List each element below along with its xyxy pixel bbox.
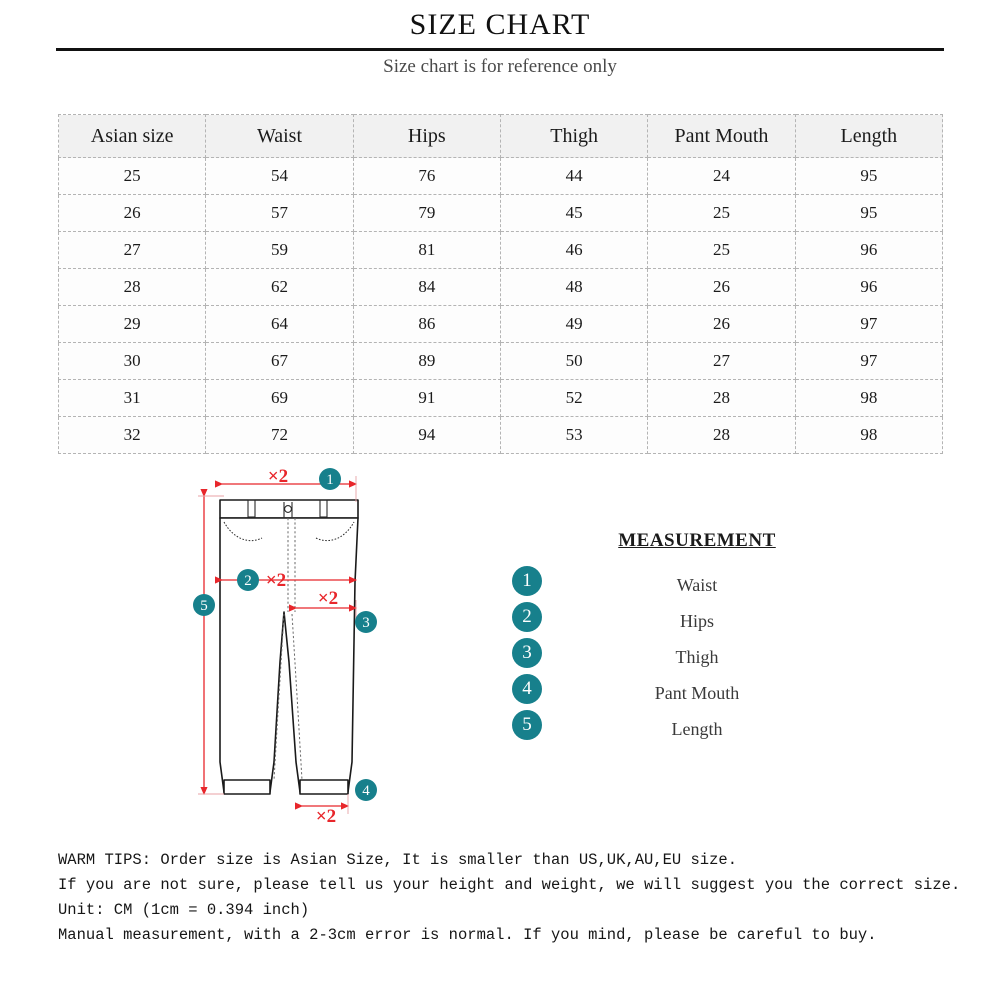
diagram-marker-2 — [237, 569, 259, 591]
table-cell: 25 — [648, 232, 795, 269]
table-row — [59, 417, 943, 454]
diagram-marker-4-number: 4 — [362, 783, 370, 799]
legend-title: MEASUREMENT — [618, 530, 776, 551]
diagram-marker-3-number: 3 — [362, 615, 370, 631]
page-subtitle: Size chart is for reference only — [383, 56, 617, 77]
table-cell: 28 — [648, 380, 795, 417]
column-header-length: Length — [795, 115, 942, 158]
table-cell: 59 — [206, 232, 353, 269]
table-header-row — [59, 115, 943, 158]
diagram-hips-multiplier: ×2 — [265, 570, 287, 591]
table-cell: 84 — [353, 269, 500, 306]
page-title: SIZE CHART — [409, 8, 591, 41]
legend-badge-4: 4 — [512, 674, 542, 704]
table-row — [59, 380, 943, 417]
table-cell: 52 — [500, 380, 647, 417]
table-cell: 28 — [59, 269, 206, 306]
legend-item-waist — [512, 566, 812, 602]
legend-label: Thigh — [675, 647, 719, 667]
table-cell: 44 — [500, 158, 647, 195]
table-cell: 79 — [353, 195, 500, 232]
column-header-pant-mouth: Pant Mouth — [648, 115, 795, 158]
table-cell: 81 — [353, 232, 500, 269]
table-cell: 98 — [795, 417, 942, 454]
legend-label: Length — [671, 719, 723, 739]
title-divider — [56, 48, 944, 51]
diagram-marker-3 — [355, 611, 377, 633]
table-cell: 31 — [59, 380, 206, 417]
table-cell: 62 — [206, 269, 353, 306]
table-cell: 76 — [353, 158, 500, 195]
column-header-hips: Hips — [353, 115, 500, 158]
legend-badge-1: 1 — [512, 566, 542, 596]
warm-tip-line: Unit: CM (1cm = 0.394 inch) — [58, 901, 310, 919]
table-cell: 72 — [206, 417, 353, 454]
table-row — [59, 158, 943, 195]
table-cell: 69 — [206, 380, 353, 417]
legend-item-hips — [512, 602, 812, 638]
table-cell: 32 — [59, 417, 206, 454]
table-cell: 86 — [353, 306, 500, 343]
table-cell: 67 — [206, 343, 353, 380]
warm-tips — [58, 848, 961, 948]
table-cell: 54 — [206, 158, 353, 195]
diagram-pant-mouth-multiplier: ×2 — [315, 806, 337, 827]
table-cell: 30 — [59, 343, 206, 380]
diagram-marker-4 — [355, 779, 377, 801]
table-row — [59, 269, 943, 306]
diagram-marker-1-number: 1 — [326, 472, 334, 488]
legend-badge-5: 5 — [512, 710, 542, 740]
table-cell: 95 — [795, 158, 942, 195]
table-cell: 89 — [353, 343, 500, 380]
warm-tip-line: Manual measurement, with a 2-3cm error is normal. If you mind, please be careful to buy. — [58, 926, 877, 944]
legend-item-length — [512, 710, 812, 746]
table-row — [59, 343, 943, 380]
table-cell: 57 — [206, 195, 353, 232]
diagram-waist-multiplier: ×2 — [267, 466, 289, 487]
table-cell: 28 — [648, 417, 795, 454]
size-chart-table — [58, 114, 943, 454]
table-body — [59, 158, 943, 454]
table-cell: 24 — [648, 158, 795, 195]
table-cell: 27 — [59, 232, 206, 269]
table-cell: 96 — [795, 232, 942, 269]
diagram-marker-5 — [193, 594, 215, 616]
legend-item-pant-mouth — [512, 674, 812, 710]
table-cell: 49 — [500, 306, 647, 343]
warm-tip-line: WARM TIPS: Order size is Asian Size, It is smaller than US,UK,AU,EU size. — [58, 851, 738, 869]
legend-label: Pant Mouth — [654, 683, 740, 703]
table-cell: 50 — [500, 343, 647, 380]
legend-label: Hips — [679, 611, 714, 631]
table-row — [59, 195, 943, 232]
table-cell: 48 — [500, 269, 647, 306]
table-cell: 97 — [795, 343, 942, 380]
diagram-thigh-multiplier: ×2 — [317, 588, 339, 609]
table-cell: 98 — [795, 380, 942, 417]
table-cell: 94 — [353, 417, 500, 454]
table-cell: 45 — [500, 195, 647, 232]
table-cell: 26 — [648, 269, 795, 306]
table-cell: 97 — [795, 306, 942, 343]
table-cell: 53 — [500, 417, 647, 454]
table-cell: 25 — [59, 158, 206, 195]
legend-badge-3: 3 — [512, 638, 542, 668]
table-cell: 96 — [795, 269, 942, 306]
diagram-marker-1 — [319, 468, 341, 490]
table-cell: 95 — [795, 195, 942, 232]
diagram-marker-5-number: 5 — [200, 598, 208, 614]
column-header-thigh: Thigh — [500, 115, 647, 158]
table-cell: 46 — [500, 232, 647, 269]
table-row — [59, 232, 943, 269]
table-cell: 29 — [59, 306, 206, 343]
table-cell: 25 — [648, 195, 795, 232]
legend-label: Waist — [676, 575, 718, 595]
table-cell: 26 — [648, 306, 795, 343]
pants-measurement-diagram — [180, 462, 410, 842]
warm-tip-line: If you are not sure, please tell us your height and weight, we will suggest you the correct size. — [58, 876, 961, 894]
table-cell: 91 — [353, 380, 500, 417]
diagram-marker-2-number: 2 — [244, 573, 252, 589]
table-row — [59, 306, 943, 343]
table-cell: 64 — [206, 306, 353, 343]
table-cell: 26 — [59, 195, 206, 232]
table-cell: 27 — [648, 343, 795, 380]
legend-badge-2: 2 — [512, 602, 542, 632]
column-header-waist: Waist — [206, 115, 353, 158]
column-header-asian-size: Asian size — [59, 115, 206, 158]
legend-item-thigh — [512, 638, 812, 674]
